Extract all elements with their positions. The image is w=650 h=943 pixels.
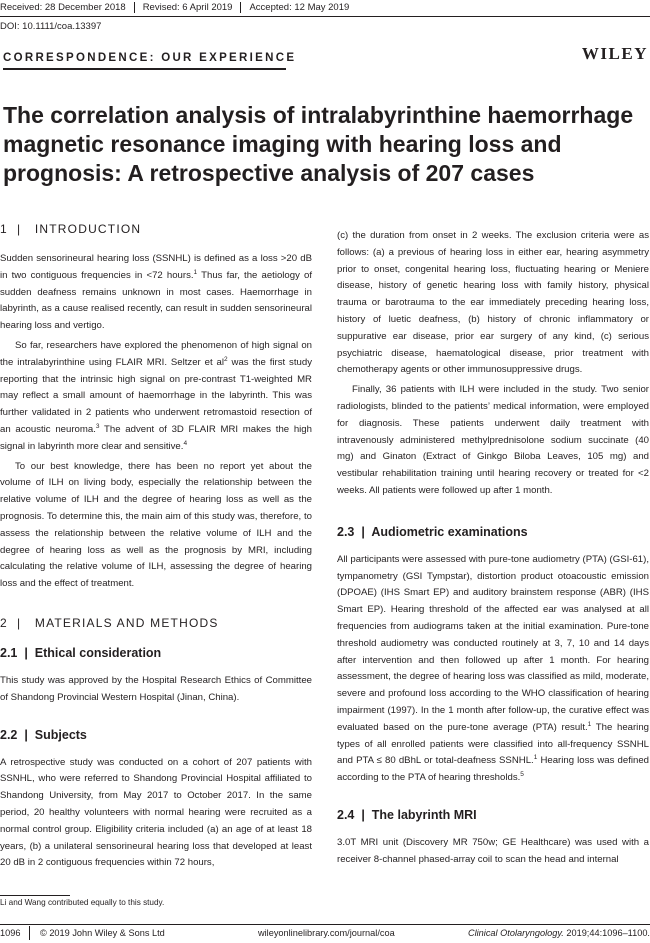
journal-url[interactable]: wileyonlinelibrary.com/journal/coa bbox=[258, 928, 395, 938]
right-column bbox=[337, 228, 649, 869]
section-type: CORRESPONDENCE: OUR EXPERIENCE bbox=[3, 52, 297, 64]
received-date: Received: 28 December 2018 bbox=[0, 2, 135, 13]
section-2-1-heading: 2.1 | Ethical consideration bbox=[0, 645, 162, 660]
intro-heading: 1 | INTRODUCTION bbox=[0, 222, 142, 236]
citation-ref[interactable]: 5 bbox=[520, 770, 524, 778]
citation-ref[interactable]: 4 bbox=[183, 439, 188, 447]
journal-citation: Clinical Otolaryngology. 2019;44:1096–1100. bbox=[467, 928, 650, 938]
methods-heading-number: 2 bbox=[0, 615, 8, 630]
citation-ref[interactable]: 1 bbox=[587, 720, 592, 728]
exclusion-criteria-paragraph: (c) the duration from onset in 2 weeks. The exclusion criteria were as follows: (a) a previous of hearing loss in either ear, hearing asymmetry prior to onset, congenital hearing loss, fluctuating hearing or Meniere disease, history of genetic hearing loss with family history, physical trauma or barotrauma to the ear immediately preceding hearing loss, history of luetic deafness, (b) history of chronic inflammatory or suppurative ear disease, prior ear surgery of any kind, (c) serious psychiatric disease, haematological disease, prior treatment with chemotherapy agents or other immunosuppressive drugs. bbox=[337, 230, 649, 376]
section-2-3-heading: 2.3 | Audiometric examinations bbox=[337, 524, 528, 539]
left-column bbox=[0, 221, 312, 872]
section-2-1-text: This study was approved by the Hospital Research Ethics of Committee of Shandong Provincial Western Hospital (Jinan, China). bbox=[0, 674, 312, 703]
footer-separator bbox=[29, 926, 30, 940]
intro-paragraph-1: Sudden sensorineural hearing loss (SSNHL) is defined as a loss >20 dB in two contiguous frequencies in <72 hours.$^1$ Thus far, the aetiology of sudden deafness remains unknown in most cases. Haemorrhage in labyrinth, as a cause realised recently, can result in sudden sensorineural hearing loss and vertigo. bbox=[0, 253, 313, 332]
header-divider bbox=[0, 16, 650, 17]
revised-date: Revised: 6 April 2019 bbox=[135, 2, 242, 13]
section-2-2-text: A retrospective study was conducted on a cohort of 207 patients with SSNHL, who were referred to Shandong Provincial Hospital affiliated to Shandong University, from May 2017 to October 2017. In the same period, 20 healthy volunteers with normal hearing were recruited as a normal control group. Eligibility criteria included (a) an age of at least 18 years, (b) a unilateral sensorineural hearing loss that developed at least 20 dB in 2 contiguous frequencies within 72 hours, bbox=[0, 756, 312, 869]
citation-ref[interactable]: 2 bbox=[224, 355, 228, 363]
section-2-2-heading: 2.2 | Subjects bbox=[0, 727, 87, 742]
footnote-divider bbox=[0, 895, 70, 896]
wiley-logo: WILEY bbox=[581, 44, 648, 63]
article-title: The correlation analysis of intralabyrinthine haemorrhage magnetic resonance imaging with hearing loss and prognosis: A retrospective analysis of 207 cases bbox=[3, 102, 634, 186]
citation-ref[interactable]: 3 bbox=[95, 422, 100, 430]
footer-divider bbox=[0, 924, 650, 925]
methods-heading-text: MATERIALS AND METHODS bbox=[34, 615, 219, 630]
intro-heading-number: 1 bbox=[0, 222, 8, 236]
author-footnote: Li and Wang contributed equally to this study. bbox=[0, 898, 165, 907]
section-2-4-heading: 2.4 | The labyrinth MRI bbox=[337, 807, 477, 822]
article-dates bbox=[0, 2, 357, 13]
section-2-4-text: 3.0T MRI unit (Discovery MR 750w; GE Healthcare) was used with a receiver 8-channel phased-array coil to scan the head and internal bbox=[337, 836, 649, 865]
doi[interactable]: DOI: 10.1111/coa.13397 bbox=[0, 21, 102, 32]
section-type-underline bbox=[3, 68, 286, 70]
citation-ref[interactable]: 1 bbox=[193, 268, 198, 276]
intro-paragraph-2: So far, researchers have explored the phenomenon of high signal on the intralabyrinthine using FLAIR MRI. Seltzer et $al^2$ was the first study reporting that the intrinsic high signal on pre-contrast T1-weighted MR may reflect a small amount of haemorrhage in the labyrinth. This was further validated in 2 patients who underwent retromastoid resection of an acoustic neuroma.$^3$ The advent of 3D FLAIR MRI makes the high signal in labyrinth more clear and sensitive.$^4$ bbox=[0, 339, 312, 452]
copyright: © 2019 John Wiley & Sons Ltd bbox=[40, 928, 165, 938]
accepted-date: Accepted: 12 May 2019 bbox=[249, 2, 350, 13]
methods-heading: 2 | MATERIALS AND METHODS bbox=[0, 615, 219, 630]
citation-ref[interactable]: 1 bbox=[533, 754, 538, 762]
intro-heading-text: INTRODUCTION bbox=[34, 222, 142, 236]
intro-paragraph-3: To our best knowledge, there has been no report yet about the volume of ILH on living body, especially the relationship between the relative volume of ILH and the degree of hearing loss as well as the prognosis. To determine this, the main aim of this study was, therefore, to assess the relationship between the relative volume of ILH and the degree of hearing loss as well as the prognosis by MRI, including calculating the relative volume of ILH, assessing the degree of hearing loss and the effect of treatment. bbox=[0, 460, 312, 590]
patients-paragraph: Finally, 36 patients with ILH were included in the study. Two senior radiologists, blinded to the patients’ medical information, were employed for diagnosis. These patients underwent daily treatment with intravenously administered methylprednisolone sodium succinate (40 mg) and Ginaton (Extract of Ginkgo Biloba Leaves, 105 mg) and vestibular rehabilitation training until hearing recovery or treated for <2 weeks. All patients were followed up after 1 month. bbox=[337, 384, 649, 496]
page-number: 1096 bbox=[0, 928, 21, 938]
page-footer bbox=[0, 926, 650, 940]
section-2-3-text: All participants were assessed with pure-tone audiometry (PTA) (GSI-61), tympanometry (GSI Tympstar), distortion product otoacoustic emission (DPOAE) (IHS Smart EP) and auditory brainstem response (ABR) (IHS Smart EP). Hearing threshold of the affected ear was analysed at all frequencies from audiograms taken at the initial examination. Pure-tone threshold audiometry was conducted routinely at 3, 7, 10 and 14 days after intervention and then followed up after 1 month. For hearing assessment, the degree of hearing loss was classified as mild, moderate, severe and profound loss according to the WHO classification of hearing impairment (1997). In the 1 month after follow-up, the curative effect was evaluated based on the pure-tone average (PTA) result.$^1$ The hearing types of all enrolled patients were classified into all-frequency SSNHL and PTA ≤ 80 dBhL or total-deafness SSNHL.$^1$ Hearing loss was defined according to the PTA of hearing thresholds.$^5$ bbox=[337, 553, 649, 784]
